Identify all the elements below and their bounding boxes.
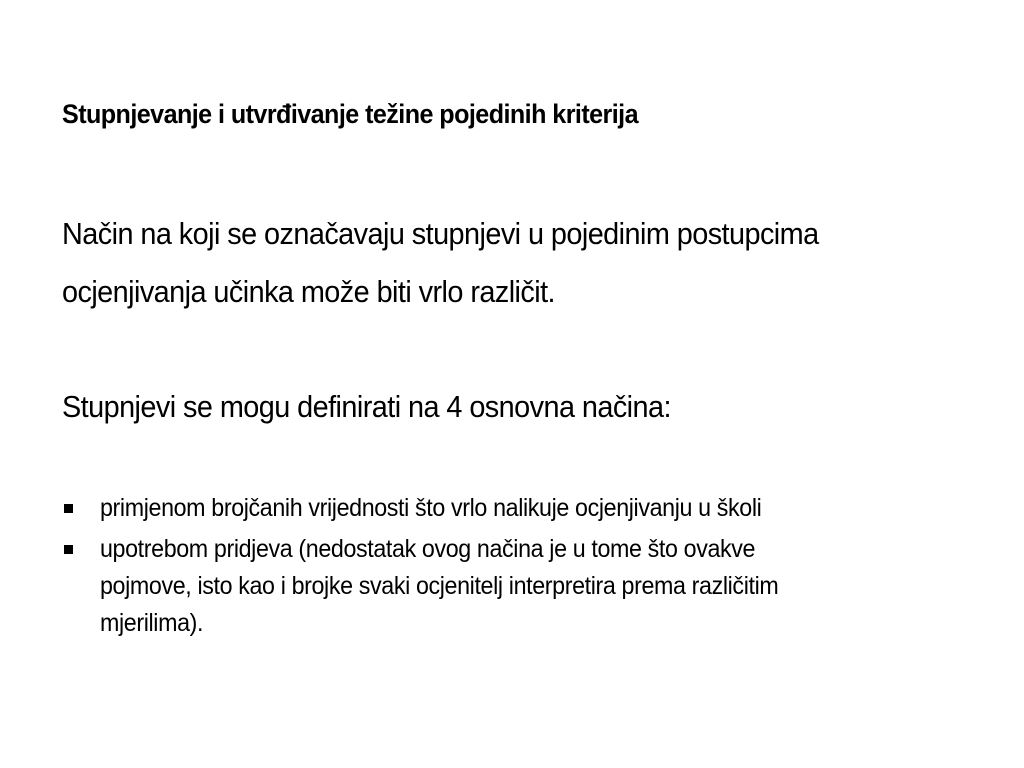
bullet-line: primjenom brojčanih vrijednosti što vrlo nalikuje ocjenjivanju u školi (100, 494, 762, 522)
slide-title: Stupnjevanje i utvrđivanje težine pojedinih kriterija (62, 99, 639, 129)
bullet-item-adjectives (62, 531, 1022, 642)
bullet-line: pojmove, isto kao i brojke svaki ocjenitelj interpretira prema različitim (100, 572, 779, 600)
square-bullet-icon (64, 545, 73, 554)
intro-paragraph (62, 205, 955, 321)
bullet-item-numeric-values (62, 490, 1022, 527)
definition-paragraph: Stupnjevi se mogu definirati na 4 osnovna načina: (62, 389, 671, 424)
intro-paragraph-line-2: ocjenjivanja učinka može biti vrlo različit. (62, 274, 556, 309)
bullet-line: mjerilima). (100, 609, 204, 637)
bullet-text (100, 490, 979, 527)
bullet-list (62, 490, 1022, 646)
intro-paragraph-line-1: Način na koji se označavaju stupnjevi u pojedinim postupcima (62, 216, 819, 251)
bullet-text (100, 531, 979, 642)
bullet-line: upotrebom pridjeva (nedostatak ovog načina je u tome što ovakve (100, 535, 756, 563)
square-bullet-icon (64, 504, 73, 513)
